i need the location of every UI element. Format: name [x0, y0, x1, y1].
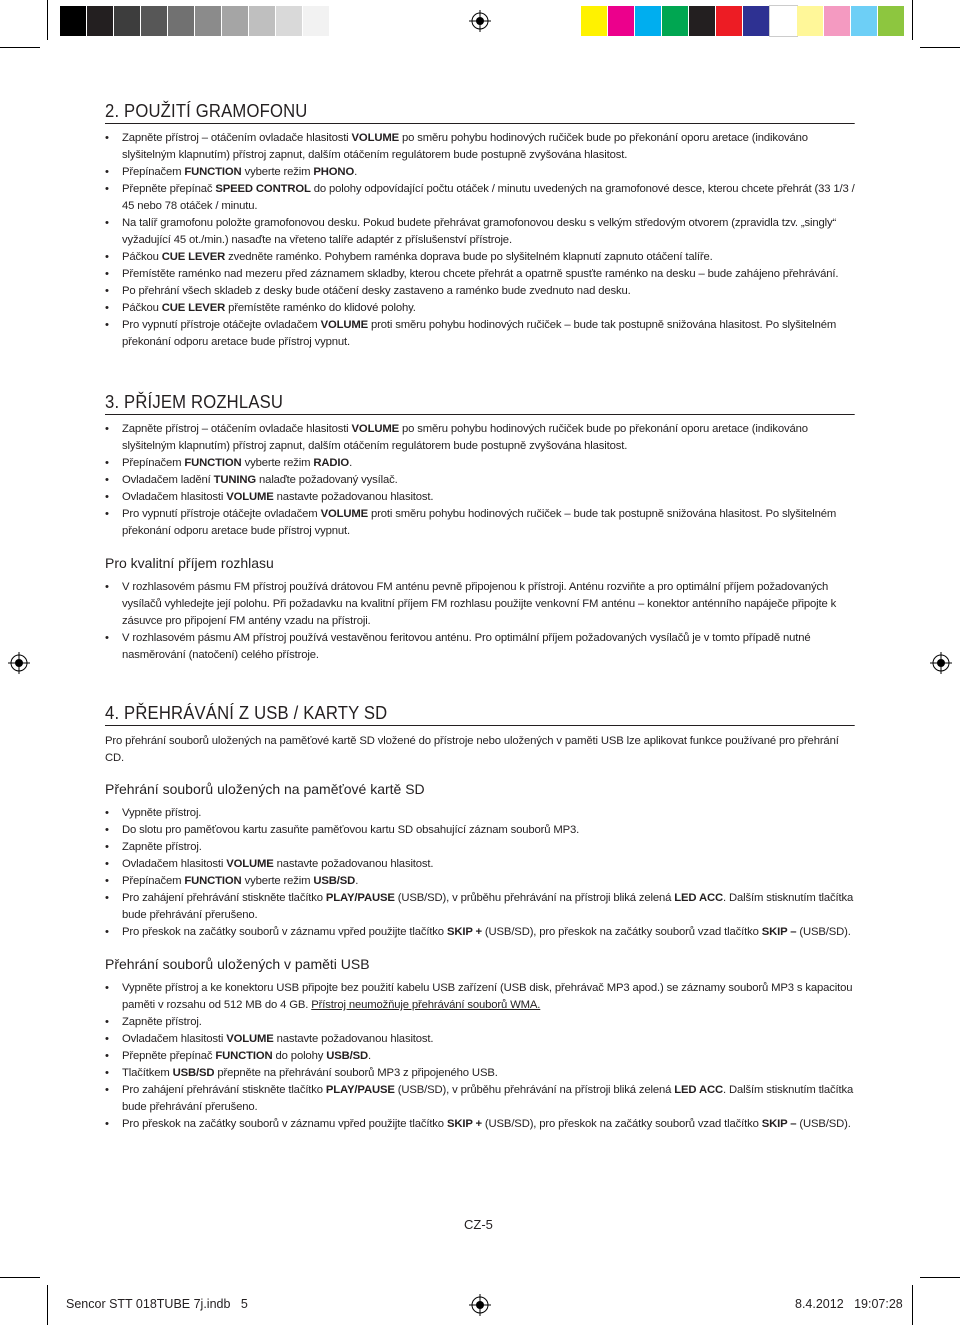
calibration-swatch — [689, 6, 716, 36]
list-item: • Tlačítkem USB/SD přepněte na přehrávání souborů MP3 z připojeného USB. — [105, 1065, 855, 1082]
calibration-swatch — [716, 6, 743, 36]
list-item: • Pro zahájení přehrávání stiskněte tlačítko PLAY/PAUSE (USB/SD), v průběhu přehrávání na přístroji bliká zelená LED ACC. Dalším stisknutím tlačítka bude přehrávání přerušeno. — [105, 890, 855, 924]
calibration-swatch — [168, 6, 195, 36]
registration-mark-icon — [469, 1294, 491, 1316]
calibration-swatch — [581, 6, 608, 36]
crop-mark — [47, 0, 48, 40]
color-calibration-bar — [581, 6, 911, 36]
list-item: • V rozhlasovém pásmu AM přístroj používá vestavěnou feritovou anténu. Pro optimální příjem požadovaných vysílačů je v tomto případě nutné nasměrování (natočení) celého přístroje. — [105, 630, 855, 664]
list-item: • Pro zahájení přehrávání stiskněte tlačítko PLAY/PAUSE (USB/SD), v průběhu přehrávání na přístroji bliká zelená LED ACC. Dalším stisknutím tlačítka bude přehrávání přerušeno. — [105, 1082, 855, 1116]
calibration-swatch — [249, 6, 276, 36]
crop-mark — [920, 47, 960, 48]
sd-playback-title: Přehrání souborů uložených na paměťové kartě SD — [105, 781, 425, 797]
calibration-swatch — [851, 6, 878, 36]
list-item: • Páčkou CUE LEVER přemístěte raménko do klidové polohy. — [105, 300, 855, 317]
calibration-swatch — [60, 6, 87, 36]
list-item: • Zapněte přístroj – otáčením ovladače hlasitosti VOLUME po směru pohybu hodinových ručiček bude po překonání oporu aretace (indikováno slyšitelným klapnutím) přístroj zapnut, dalším otáčením regulátorem bude postupně zvyšována hlasitost. — [105, 130, 855, 164]
usb-playback-list — [105, 980, 855, 1014]
list-item: • V rozhlasovém pásmu FM přístroj používá drátovou FM anténu pevně připojenou k přístroji. Anténu rozviňte a pro optimální příjem požadovaných vysílačů vyhledejte její polohu. Při požadavku na kvalitní příjem FM rozhlasu použijte venkovní FM anténu – konektor anténního napáječe připojte k zásuvce pro připojení FM antény vzadu na přístroji. — [105, 579, 855, 630]
calibration-swatch — [797, 6, 824, 36]
crop-mark — [0, 47, 40, 48]
list-item: • Ovladačem hlasitosti VOLUME nastavte požadovanou hlasitost. — [105, 856, 855, 873]
list-item: • Vypněte přístroj. — [105, 805, 855, 822]
section-3-list — [105, 421, 855, 540]
registration-mark-icon — [469, 10, 491, 32]
calibration-swatch — [878, 6, 905, 36]
registration-mark-icon — [8, 652, 30, 674]
list-item: • Zapněte přístroj. — [105, 1014, 855, 1031]
section-4-intro: Pro přehrání souborů uložených na paměťové kartě SD vložené do přístroje nebo uložených v paměti USB lze aplikovat funkce používané pro přehrání CD. — [105, 735, 839, 764]
usb-playback-list-rest — [105, 1014, 855, 1133]
list-item: • Přepněte přepínač SPEED CONTROL do polohy odpovídající počtu otáček / minutu uvedených na gramofonové desce, kterou chcete přehrát (33 1/3 / 45 nebo 78 otáček / minutu. — [105, 181, 855, 215]
crop-mark — [912, 1285, 913, 1325]
list-item: • Pro přeskok na začátky souborů v záznamu vpřed použijte tlačítko SKIP + (USB/SD), pro přeskok na začátky souborů vzad tlačítko SKIP – (USB/SD). — [105, 924, 855, 941]
calibration-swatch — [635, 6, 662, 36]
calibration-swatch — [770, 6, 797, 36]
list-item: • Ovladačem ladění TUNING nalaďte požadovaný vysílač. — [105, 472, 855, 489]
list-item: • Vypněte přístroj a ke konektoru USB připojte bez použití kabelu USB zařízení (USB disk, přehrávač MP3 apod.) se záznamy souborů MP3 s kapacitou paměti v rozsahu od 512 MB do 4 GB. Přístroj neumožňuje přehrávání souborů WMA. — [105, 980, 855, 1014]
calibration-swatch — [608, 6, 635, 36]
calibration-swatch — [743, 6, 770, 36]
list-item: • Přepínačem FUNCTION vyberte režim USB/SD. — [105, 873, 855, 890]
crop-mark — [47, 1285, 48, 1325]
calibration-swatch — [303, 6, 330, 36]
list-item: • Ovladačem hlasitosti VOLUME nastavte požadovanou hlasitost. — [105, 489, 855, 506]
footer-date: 8.4.2012 19:07:28 — [795, 1297, 903, 1311]
page-content — [105, 100, 855, 1133]
list-item: • Na talíř gramofonu položte gramofonovou desku. Pokud budete přehrávat gramofonovou desku s velkým středovým otvorem (zpravidla tzv. „singly“ vyžadující 45 ot./min.) nasaďte na vřeteno talíře adaptér z příslušenství přístroje. — [105, 215, 855, 249]
section-2-title: 2. POUŽITÍ GRAMOFONU — [105, 100, 854, 124]
calibration-swatch — [114, 6, 141, 36]
radio-quality-title: Pro kvalitní příjem rozhlasu — [105, 555, 274, 571]
list-item: • Zapněte přístroj – otáčením ovladače hlasitosti VOLUME po směru pohybu hodinových ručiček bude po překonání oporu aretace (indikováno slyšitelným klapnutím) přístroj zapnut, dalším otáčením regulátorem bude postupně zvyšována hlasitost. — [105, 421, 855, 455]
section-2-list — [105, 130, 855, 351]
calibration-swatch — [276, 6, 303, 36]
list-item: • Pro vypnutí přístroje otáčejte ovladačem VOLUME proti směru pohybu hodinových ručiček – bude tak postupně snižována hlasitost. Po slyšitelném překonání odporu aretace bude přístroj vypnut. — [105, 317, 855, 351]
usb-playback-title: Přehrání souborů uložených v paměti USB — [105, 956, 370, 972]
calibration-swatch — [662, 6, 689, 36]
list-item: • Páčkou CUE LEVER zvedněte raménko. Pohybem raménka doprava bude po slyšitelném klapnutí zapnuto otáčení talíře. — [105, 249, 855, 266]
radio-quality-list — [105, 579, 855, 664]
list-item: • Přepínačem FUNCTION vyberte režim PHONO. — [105, 164, 855, 181]
list-item: • Ovladačem hlasitosti VOLUME nastavte požadovanou hlasitost. — [105, 1031, 855, 1048]
page-number: CZ-5 — [464, 1217, 493, 1232]
calibration-swatch — [141, 6, 168, 36]
calibration-swatch — [824, 6, 851, 36]
list-item: • Přemístěte raménko nad mezeru před záznamem skladby, kterou chcete přehrát a opatrně spusťte raménko na desku – bude zahájeno přehrávání. — [105, 266, 855, 283]
sd-playback-list — [105, 805, 855, 941]
crop-mark — [920, 1277, 960, 1278]
calibration-swatch — [222, 6, 249, 36]
list-item: • Přepněte přepínač FUNCTION do polohy USB/SD. — [105, 1048, 855, 1065]
list-item: • Pro vypnutí přístroje otáčejte ovladačem VOLUME proti směru pohybu hodinových ručiček – bude tak postupně snižována hlasitost. Po slyšitelném překonání odporu aretace bude přístroj vypnut. — [105, 506, 855, 540]
registration-mark-icon — [930, 652, 952, 674]
list-item: • Zapněte přístroj. — [105, 839, 855, 856]
list-item: • Přepínačem FUNCTION vyberte režim RADIO. — [105, 455, 855, 472]
list-item: • Do slotu pro paměťovou kartu zasuňte paměťovou kartu SD obsahující záznam souborů MP3. — [105, 822, 855, 839]
crop-mark — [0, 1277, 40, 1278]
wma-note: Přístroj neumožňuje přehrávání souborů WMA. — [311, 999, 541, 1011]
calibration-swatch — [87, 6, 114, 36]
list-item: • Po přehrání všech skladeb z desky bude otáčení desky zastaveno a raménko bude zvednuto nad desku. — [105, 283, 855, 300]
crop-mark — [912, 0, 913, 40]
list-item: • Pro přeskok na začátky souborů v záznamu vpřed použijte tlačítko SKIP + (USB/SD), pro přeskok na začátky souborů vzad tlačítko SKIP – (USB/SD). — [105, 1116, 855, 1133]
calibration-swatch — [195, 6, 222, 36]
grayscale-calibration-bar — [60, 6, 360, 36]
footer-file: Sencor STT 018TUBE 7j.indb 5 — [66, 1297, 248, 1311]
section-3-title: 3. PŘÍJEM ROZHLASU — [105, 391, 854, 415]
section-4-title: 4. PŘEHRÁVÁNÍ Z USB / KARTY SD — [105, 702, 854, 726]
